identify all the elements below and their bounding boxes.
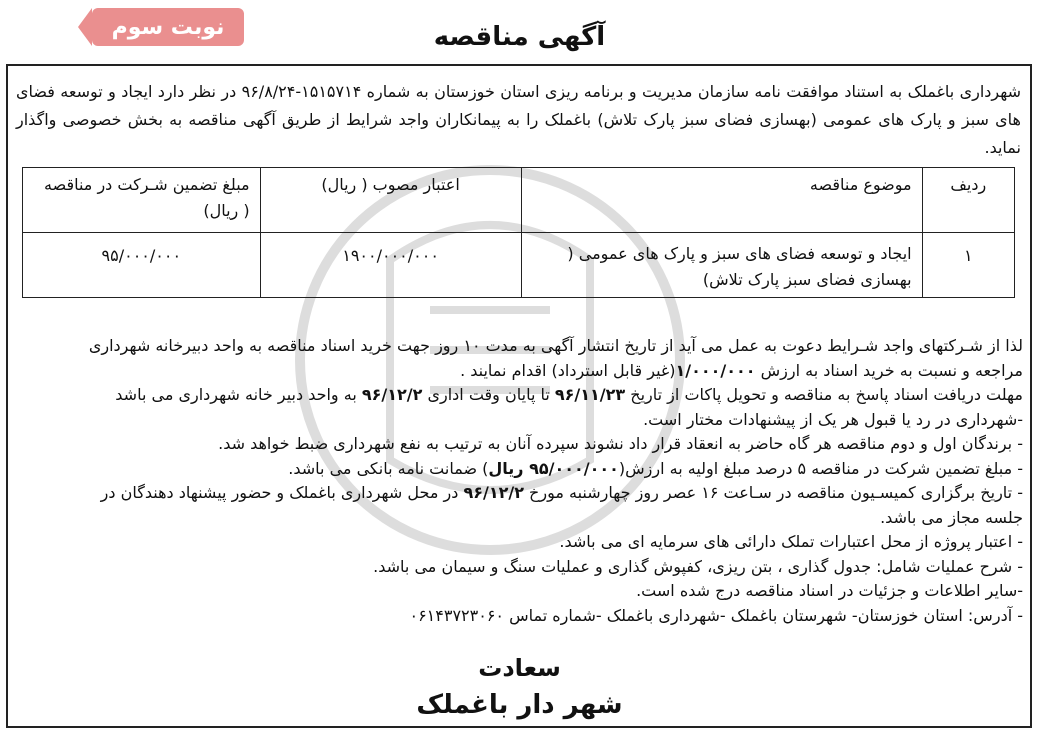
table-row xyxy=(23,233,1015,298)
cell-row-number: ۱ xyxy=(922,233,1014,298)
header-budget: اعتبار مصوب ( ریال) xyxy=(260,168,521,233)
header-row-number: ردیف xyxy=(922,168,1014,233)
header-subject: موضوع مناقصه xyxy=(521,168,922,233)
cell-budget: ۱۹۰۰/۰۰۰/۰۰۰ xyxy=(260,233,521,298)
body-line: - شرح عملیات شامل: جدول گذاری ، بتن ریزی، کفپوش گذاری و عملیات سنگ و سیمان می باشد. xyxy=(373,556,1023,576)
body-line: - برندگان اول و دوم مناقصه هر گاه حاضر به انعقاد قرار داد نشوند سپرده آنان به ترتیب به نفع شهرداری ضبط خواهد شد. xyxy=(218,434,1023,453)
body-line: مراجعه و نسبت به خرید اسناد به ارزش ۱/۰۰۰/۰۰۰(غیر قابل استرداد) اقدام نمایند . xyxy=(460,360,1023,380)
table-header-row xyxy=(23,168,1015,233)
body-line: جلسه مجاز می باشد. xyxy=(880,507,1023,527)
header-bond: مبلغ تضمین شـرکت در مناقصه ( ریال) xyxy=(23,168,261,233)
body-line: لذا از شـرکتهای واجد شـرایط دعوت به عمل می آید از تاریخ انتشار آگهی به مدت ۱۰ روز جهت خرید اسناد مناقصه به واحد دبیرخانه شهرداری xyxy=(88,336,1023,355)
body-line: - مبلغ تضمین شرکت در مناقصه ۵ درصد مبلغ اولیه به ارزش(۹۵/۰۰۰/۰۰۰ ریال) ضمانت نامه بانکی می باشد. xyxy=(288,458,1023,478)
notice-title: آگهی مناقصه xyxy=(433,22,606,52)
tender-table xyxy=(22,167,1015,298)
intro-paragraph: شهرداری باغملک به استناد موافقت نامه سازمان مدیریت و برنامه ریزی استان خوزستان به شماره ۱۵۱۵۷۱۴-۹۶/۸/۲۴ در نظر دارد ایجاد و توسعه فضای های سبز و پارک های عمومی (بهسازی فضای سبز پارک تلاش) باغملک را به پیمانکاران واجد شرایط از طریق آگهی مناقصه به بخش خصوصی واگذار نماید. xyxy=(16,82,1022,157)
signatory-name: سعادت xyxy=(478,654,561,682)
body-line: - تاریخ برگزاری کمیسـیون مناقصه در سـاعت ۱۶ عصر روز چهارشنبه مورخ ۹۶/۱۲/۲ در محل شهرداری باغملک و حضور پیشنهاد دهندگان در xyxy=(100,483,1023,502)
body-line: - اعتبار پروژه از محل اعتبارات تملک دارائی های سرمایه ای می باشد. xyxy=(559,532,1023,551)
cell-bond: ۹۵/۰۰۰/۰۰۰ xyxy=(23,233,261,298)
notice-body xyxy=(18,334,1023,628)
signatory-role: شهر دار باغملک xyxy=(416,690,623,720)
body-line: مهلت دریافت اسناد پاسخ به مناقصه و تحویل پاکات از تاریخ ۹۶/۱۱/۲۳ تا پایان وقت اداری ۹۶/۱۲/۲ به واحد دبیر خانه شهرداری می باشد xyxy=(115,385,1023,404)
publication-round-badge: نوبت سوم xyxy=(92,8,244,46)
body-line: - آدرس: استان خوزستان- شهرستان باغملک -شهرداری باغملک -شماره تماس ۰۶۱۴۳۷۲۳۰۶۰ xyxy=(409,605,1023,625)
cell-subject: ایجاد و توسعه فضای های سبز و پارک های عمومی ( بهسازی فضای سبز پارک تلاش) xyxy=(521,233,922,298)
body-line: -سایر اطلاعات و جزئیات در اسناد مناقصه درج شده است. xyxy=(636,581,1023,600)
body-line: -شهرداری در رد یا قبول هر یک از پیشنهادات مختار است. xyxy=(643,409,1023,429)
